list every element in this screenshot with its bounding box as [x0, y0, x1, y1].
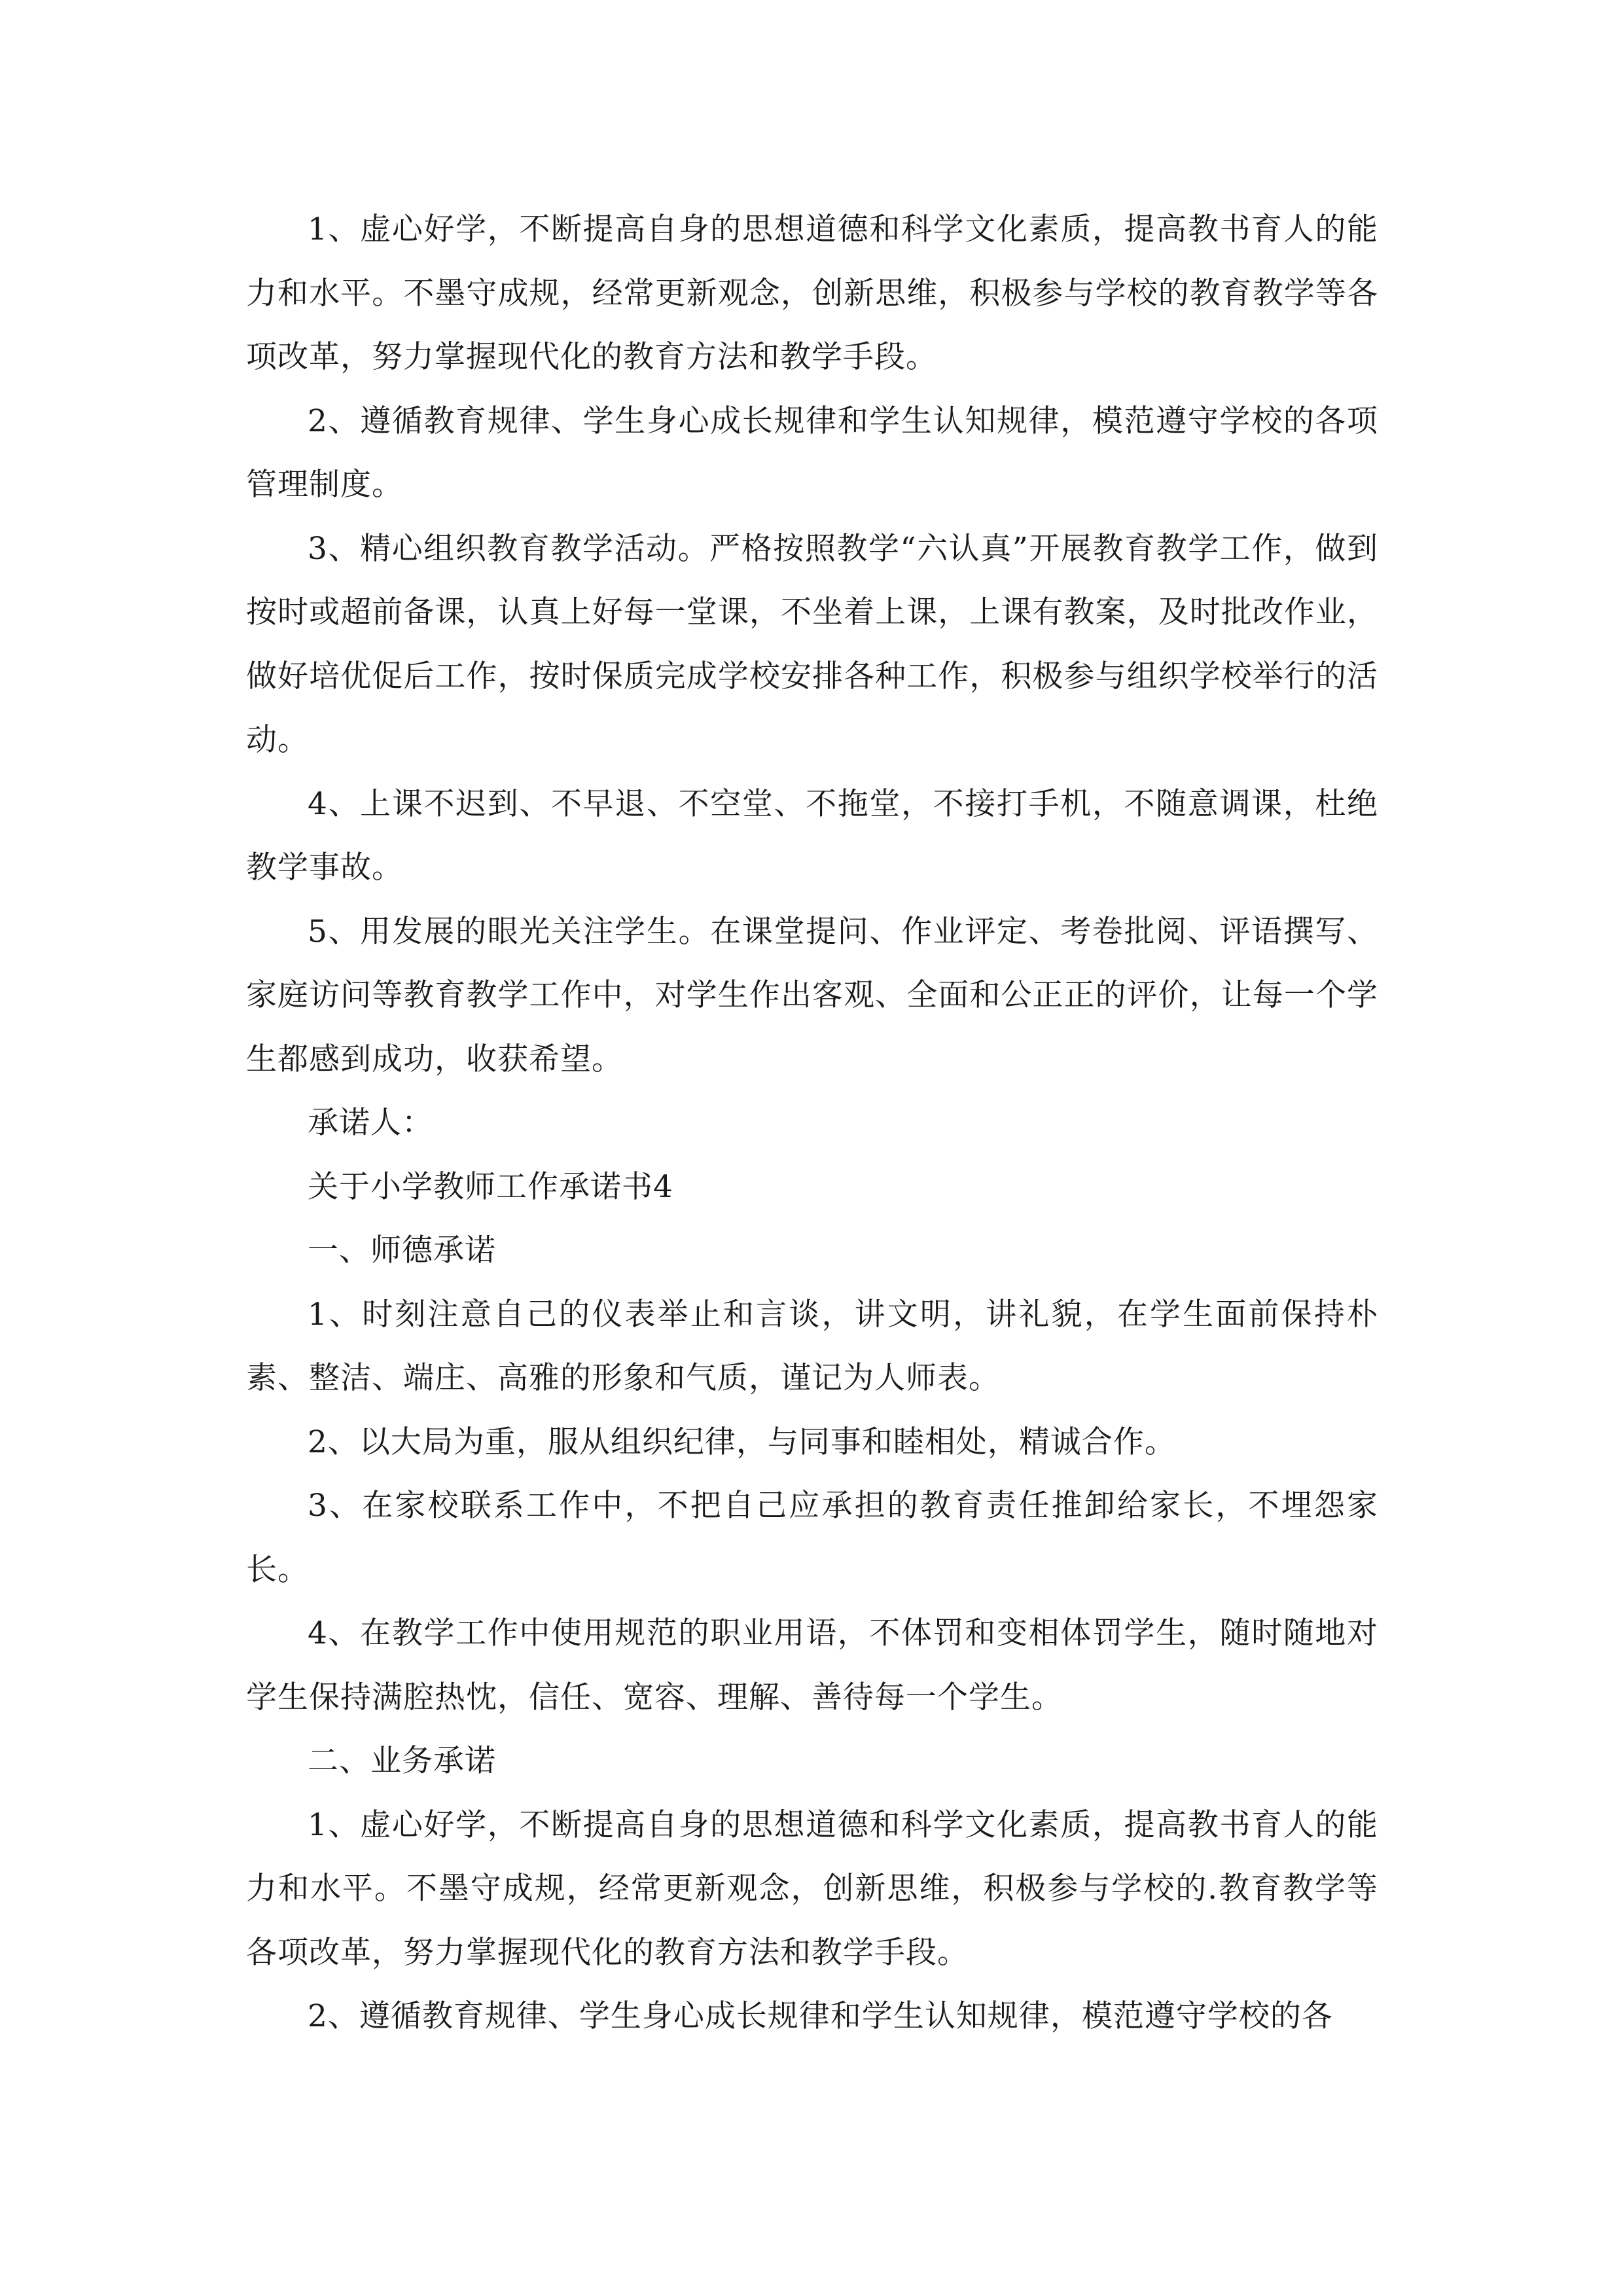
- heading-ethics: 一、师德承诺: [308, 1232, 496, 1268]
- paragraph-ethics-3: 3、在家校联系工作中，不把自己应承担的教育责任推卸给家长，不埋怨家长。: [246, 1488, 1378, 1588]
- paragraph-business-repeat-2: 2、遵循教育规律、学生身心成长规律和学生认知规律，模范遵守学校的各: [308, 1998, 1333, 2034]
- paragraph-business-1: 1、虚心好学，不断提高自身的思想道德和科学文化素质，提高教书育人的能力和水平。不墨守成规，经常更新观念，创新思维，积极参与学校的教育教学等各项改革，努力掌握现代化的教育方法和教学手段。: [246, 211, 1378, 375]
- paragraph-ethics-2: 2、以大局为重，服从组织纪律，与同事和睦相处，精诚合作。: [308, 1424, 1176, 1460]
- paragraph-ethics-1: 1、时刻注意自己的仪表举止和言谈，讲文明，讲礼貌，在学生面前保持朴素、整洁、端庄、高雅的形象和气质，谨记为人师表。: [246, 1296, 1378, 1396]
- signature-line: 承诺人：: [308, 1105, 433, 1141]
- paragraph-business-repeat-1: 1、虚心好学，不断提高自身的思想道德和科学文化素质，提高教书育人的能力和水平。不墨守成规，经常更新观念，创新思维，积极参与学校的.教育教学等各项改革，努力掌握现代化的教育方法和教学手段。: [246, 1806, 1378, 1971]
- paragraph-business-4: 4、上课不迟到、不早退、不空堂、不拖堂，不接打手机，不随意调课，杜绝教学事故。: [246, 785, 1378, 886]
- paragraph-business-3: 3、精心组织教育教学活动。严格按照教学“六认真”开展教育教学工作，做到按时或超前备课，认真上好每一堂课，不坐着上课，上课有教案，及时批改作业，做好培优促后工作，按时保质完成学校安排各种工作，积极参与组织学校举行的活动。: [246, 530, 1378, 758]
- paragraph-business-2: 2、遵循教育规律、学生身心成长规律和学生认知规律，模范遵守学校的各项管理制度。: [246, 403, 1378, 503]
- document-body: [246, 198, 1378, 2049]
- paragraph-ethics-4: 4、在教学工作中使用规范的职业用语，不体罚和变相体罚学生，随时随地对学生保持满腔热忱，信任、宽容、理解、善待每一个学生。: [246, 1615, 1378, 1715]
- heading-business: 二、业务承诺: [308, 1743, 496, 1779]
- paragraph-business-5: 5、用发展的眼光关注学生。在课堂提问、作业评定、考卷批阅、评语撰写、家庭访问等教育教学工作中，对学生作出客观、全面和公正正的评价，让每一个学生都感到成功，收获希望。: [246, 913, 1378, 1077]
- section-title: 关于小学教师工作承诺书4: [308, 1168, 673, 1205]
